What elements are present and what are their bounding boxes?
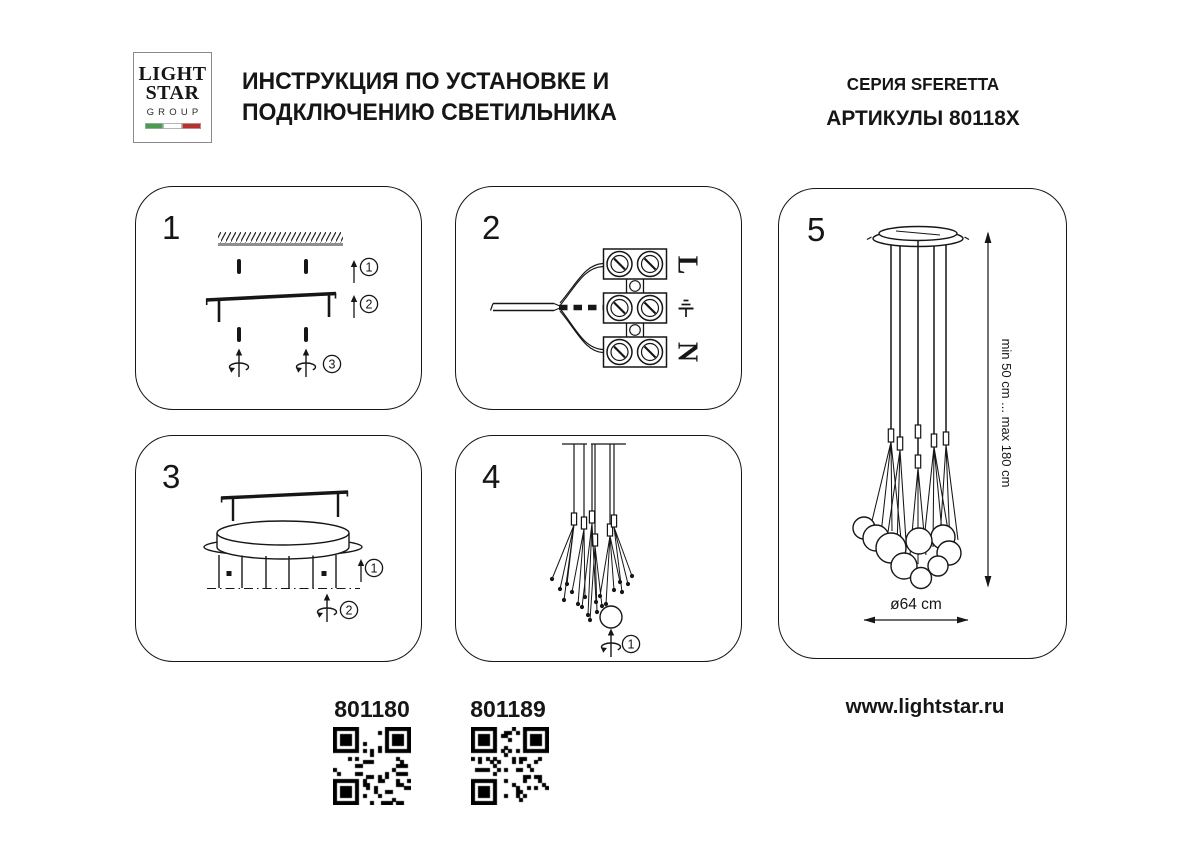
terminal-screw: [638, 296, 663, 321]
series-block: [794, 74, 1052, 131]
ceiling-hatch: [218, 232, 343, 245]
terminal-screw: [638, 340, 663, 365]
panel-number: 3: [162, 458, 181, 495]
articles-code: АРТИКУЛЫ 80118X: [826, 106, 1020, 130]
svg-text:3: 3: [328, 357, 336, 372]
title-line-1: ИНСТРУКЦИЯ ПО УСТАНОВКЕ И: [242, 68, 610, 95]
step-marker-1: [365, 559, 382, 576]
logo-word-group: GROUP: [146, 107, 203, 118]
canopy-base: [204, 521, 362, 559]
line-terminal-label: L: [671, 255, 703, 275]
flag-white: [163, 123, 182, 129]
dowel-anchor: [237, 259, 241, 274]
panel-number: 4: [482, 458, 501, 495]
lightstar-logo: [133, 52, 212, 143]
svg-text:1: 1: [370, 561, 378, 576]
svg-text:2: 2: [345, 603, 353, 618]
screw-turn-icon: [296, 349, 316, 378]
flag-red: [182, 123, 201, 129]
series-name: СЕРИЯ SFERETTA: [846, 74, 1000, 94]
terminal-screw: [638, 252, 663, 277]
lift-arrow: [358, 559, 364, 582]
article-number-left: 801180: [334, 696, 410, 722]
panel-number: 5: [807, 211, 826, 248]
terminal-screw: [607, 340, 632, 365]
screw-turn-icon: [601, 629, 621, 658]
neutral-terminal-label: N: [671, 341, 703, 363]
step-marker-3: [323, 355, 340, 372]
svg-text:1: 1: [627, 637, 635, 652]
svg-text:2: 2: [365, 297, 373, 312]
hanging-wires: [207, 555, 360, 589]
sphere-cluster: [853, 517, 961, 589]
qr-code-left: [333, 727, 411, 805]
height-dimension-label: min 50 cm ... max 180 cm: [999, 338, 1014, 488]
logo-word-star: STAR: [145, 82, 200, 104]
panel-number: 1: [162, 209, 181, 246]
supply-cable: [491, 264, 604, 353]
screw: [304, 327, 308, 342]
step-marker-2: [340, 601, 357, 618]
lift-arrow: [351, 295, 357, 318]
diameter-dimension: [864, 596, 969, 623]
step4-panel: [455, 435, 742, 662]
svg-text:1: 1: [365, 260, 373, 275]
glass-sphere: [600, 606, 622, 628]
mounting-bracket: [206, 293, 336, 322]
step-marker-1: [622, 635, 639, 652]
panel-number: 2: [482, 209, 501, 246]
qr-code-right: [471, 727, 549, 805]
earth-ground-icon: [679, 301, 694, 318]
title-line-2: ПОДКЛЮЧЕНИЮ СВЕТИЛЬНИКА: [242, 99, 617, 126]
flag-green: [145, 123, 164, 129]
logo-word-light: LIGHT: [138, 63, 207, 85]
step-marker-2: [360, 295, 377, 312]
height-dimension: [985, 232, 1014, 588]
insert-arrow: [351, 260, 357, 283]
step1-panel: [135, 186, 422, 410]
step5-panel: [778, 188, 1067, 659]
italian-flag-stripe: [145, 123, 201, 129]
dowel-anchor: [304, 259, 308, 274]
article-number-right: 801189: [470, 696, 546, 722]
terminal-screw: [607, 252, 632, 277]
screw: [237, 327, 241, 342]
website-url: www.lightstar.ru: [845, 695, 1005, 718]
diameter-dimension-label: ø64 cm: [890, 596, 942, 613]
step5-diagram: [779, 189, 1066, 658]
step-marker-1: [360, 258, 377, 275]
screw-turn-icon: [317, 594, 337, 623]
terminal-screw: [607, 296, 632, 321]
suspension-wires: [888, 241, 948, 468]
step2-panel: [455, 186, 742, 410]
step3-panel: [135, 435, 422, 662]
page-title: [242, 66, 617, 128]
mounting-bracket: [221, 491, 348, 521]
screw-turn-icon: [229, 349, 249, 378]
